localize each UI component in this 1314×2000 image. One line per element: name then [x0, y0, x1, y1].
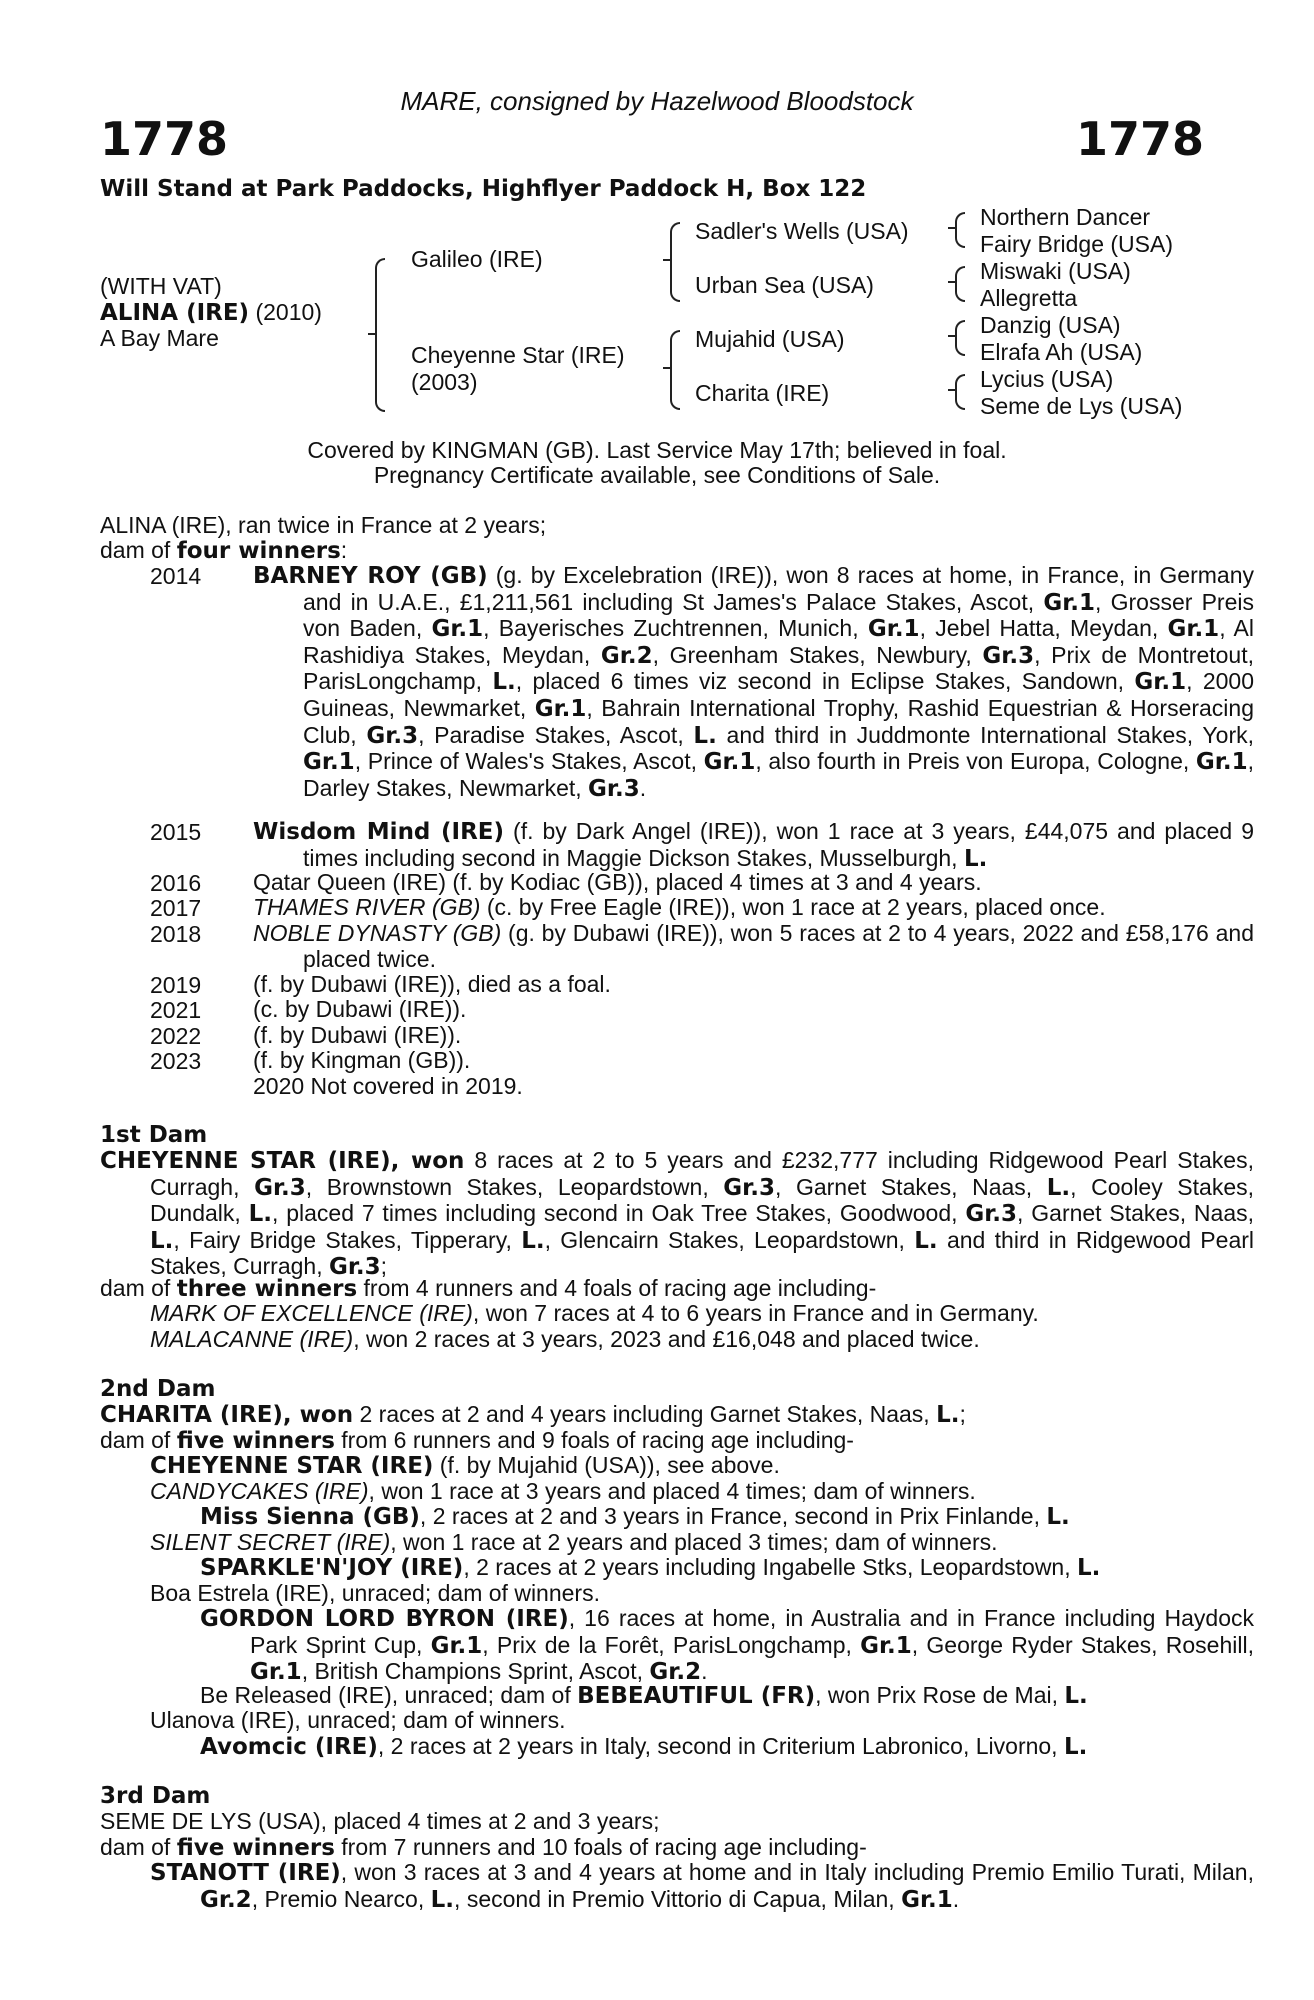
horse-year: (2010) [255, 299, 322, 325]
produce-entry-2015: Wisdom Mind (IRE) (f. by Dark Angel (IRE)), won 1 race at 3 years, £44,075 and placed 9 times including second in Maggie Dickson Stakes, Musselburgh, L. [253, 818, 1254, 872]
pedigree-dds: Lycius (USA) [980, 366, 1114, 392]
pedigree-dss: Danzig (USA) [980, 312, 1121, 338]
second-dam-produce-a: CHEYENNE STAR (IRE) (f. by Mujahid (USA)), see above. [150, 1452, 780, 1479]
pedigree-sire: Galileo (IRE) [411, 246, 543, 272]
produce-entry-2014: BARNEY ROY (GB) (g. by Excelebration (IRE)), won 8 races at home, in France, in Germany and in U.A.E., £1,211,561 including St James's Palace Stakes, Ascot, Gr.1, Grosser Preis von Baden, Gr.1, Bayerisches Zuchtrennen, Munich, Gr.1, Jebel Hatta, Meydan, Gr.1, Al Rashidiya Stakes, Meydan, Gr.2, Greenham Stakes, Newbury, Gr.3, Prix de Montretout, ParisLongchamp, L., placed 6 times viz second in Eclipse Stakes, Sandown, Gr.1, 2000 Guineas, Newmarket, Gr.1, Bahrain International Trophy, Rashid Equestrian & Horseracing Club, Gr.3, Paradise Stakes, Ascot, L. and third in Juddmonte International Stakes, York, Gr.1, Prince of Wales's Stakes, Ascot, Gr.1, also fourth in Preis von Europa, Cologne, Gr.1, Darley Stakes, Newmarket, Gr.3. [253, 562, 1255, 802]
produce-dam-of: dam of four winners: [100, 537, 348, 564]
second-dam-grandproduce-c1: SPARKLE'N'JOY (IRE), 2 races at 2 years including Ingabelle Stks, Leopardstown, L. [200, 1554, 1101, 1581]
pedigree-sdd: Allegretta [980, 285, 1078, 311]
covering-line-2: Pregnancy Certificate available, see Conditions of Sale. [373, 462, 941, 488]
second-dam-grandproduce-e: Be Released (IRE), unraced; dam of BEBEAUTIFUL (FR), won Prix Rose de Mai, L. [200, 1682, 1088, 1709]
second-dam-heading: 2nd Dam [100, 1376, 216, 1402]
pedigree-brace-dam [670, 330, 680, 410]
produce-year: 2023 [150, 1048, 202, 1074]
first-dam-produce-intro: dam of three winners from 4 runners and 4 foals of racing age including- [100, 1275, 877, 1302]
produce-year: 2019 [150, 972, 202, 998]
first-dam-record: CHEYENNE STAR (IRE), won 8 races at 2 to 5 years and £232,777 including Ridgewood Pearl Stakes, Curragh, Gr.3, Brownstown Stakes, Leopardstown, Gr.3, Garnet Stakes, Naas, L., Cooley Stakes, Dundalk, L., placed 7 times including second in Oak Tree Stakes, Goodwood, Gr.3, Garnet Stakes, Naas, L., Fairy Bridge Stakes, Tipperary, L., Glencairn Stakes, Leopardstown, L. and third in Ridgewood Pearl Stakes, Curragh, Gr.3; [100, 1147, 1255, 1281]
stand-location: Will Stand at Park Paddocks, Highflyer Paddock H, Box 122 [100, 176, 867, 202]
produce-year: 2015 [150, 819, 202, 845]
produce-year: 2021 [150, 997, 202, 1023]
pedigree-ssd: Fairy Bridge (USA) [980, 231, 1173, 257]
pedigree-brace-main [375, 258, 385, 412]
pedigree-dam: Cheyenne Star (IRE) [411, 342, 625, 368]
second-dam-record: CHARITA (IRE), won 2 races at 2 and 4 years including Garnet Stakes, Naas, L.; [100, 1401, 966, 1428]
produce-year: 2014 [150, 563, 202, 589]
produce-year: 2017 [150, 895, 202, 921]
produce-entry-2022: (f. by Dubawi (IRE)). [253, 1022, 462, 1048]
third-dam-heading: 3rd Dam [100, 1783, 211, 1809]
lot-number-left: 1778 [100, 112, 229, 166]
pedigree-brace-sire [670, 222, 680, 302]
pedigree-dam-year: (2003) [411, 369, 478, 395]
pedigree-dd: Charita (IRE) [695, 380, 830, 406]
consignor-line: MARE, consigned by Hazelwood Bloodstock [400, 86, 914, 116]
second-dam-grandproduce-b1: Miss Sienna (GB), 2 races at 2 and 3 years in France, second in Prix Finlande, L. [200, 1503, 1070, 1530]
pedigree-sss: Northern Dancer [980, 204, 1151, 230]
first-dam-produce-2: MALACANNE (IRE), won 2 races at 3 years, 2023 and £16,048 and placed twice. [150, 1326, 980, 1352]
pedigree-ss: Sadler's Wells (USA) [695, 218, 909, 244]
produce-entry-2023: (f. by Kingman (GB)). [253, 1047, 471, 1073]
first-dam-produce-1: MARK OF EXCELLENCE (IRE), won 7 races at 4 to 6 years in France and in Germany. [150, 1300, 1039, 1326]
second-dam-produce-b: CANDYCAKES (IRE), won 1 race at 3 years and placed 4 times; dam of winners. [150, 1478, 976, 1504]
vat-note: (WITH VAT) [100, 273, 222, 299]
pedigree-sd: Urban Sea (USA) [695, 272, 874, 298]
produce-year: 2018 [150, 921, 202, 947]
produce-entry-2018: NOBLE DYNASTY (GB) (g. by Dubawi (IRE)), won 5 races at 2 to 4 years, 2022 and £58,176 and placed twice. [253, 920, 1254, 972]
pedigree-ds: Mujahid (USA) [695, 326, 845, 352]
third-dam-record: SEME DE LYS (USA), placed 4 times at 2 and 3 years; [100, 1808, 660, 1834]
first-dam-heading: 1st Dam [100, 1122, 208, 1148]
second-dam-produce-intro: dam of five winners from 6 runners and 9 foals of racing age including- [100, 1427, 854, 1454]
third-dam-produce-intro: dam of five winners from 7 runners and 10 foals of racing age including- [100, 1834, 867, 1861]
produce-intro: ALINA (IRE), ran twice in France at 2 years; [100, 512, 547, 538]
second-dam-produce-d: Boa Estrela (IRE), unraced; dam of winners. [150, 1580, 600, 1606]
second-dam-produce-c: SILENT SECRET (IRE), won 1 race at 2 years and placed 3 times; dam of winners. [150, 1529, 998, 1555]
produce-entry-2021: (c. by Dubawi (IRE)). [253, 996, 467, 1022]
horse-name: ALINA (IRE) [100, 300, 250, 326]
horse-description: A Bay Mare [100, 325, 219, 351]
pedigree-sds: Miswaki (USA) [980, 258, 1131, 284]
produce-year: 2016 [150, 870, 202, 896]
second-dam-grandproduce-f1: Avomcic (IRE), 2 races at 2 years in Italy, second in Criterium Labronico, Livorno, L. [200, 1733, 1088, 1760]
covering-line-1: Covered by KINGMAN (GB). Last Service May 17th; believed in foal. [307, 437, 1007, 463]
second-dam-produce-f: Ulanova (IRE), unraced; dam of winners. [150, 1707, 566, 1733]
produce-year: 2022 [150, 1023, 202, 1049]
second-dam-grandproduce-d1: GORDON LORD BYRON (IRE), 16 races at home, in Australia and in France including Haydock Park Sprint Cup, Gr.1, Prix de la Forêt, ParisLongchamp, Gr.1, George Ryder Stakes, Rosehill, Gr.1, British Champions Sprint, Ascot, Gr.2. [200, 1605, 1254, 1686]
lot-number-right: 1778 [1075, 112, 1204, 166]
pedigree-dsd: Elrafa Ah (USA) [980, 339, 1143, 365]
produce-entry-2017: THAMES RIVER (GB) (c. by Free Eagle (IRE)), won 1 race at 2 years, placed once. [253, 894, 1106, 920]
produce-entry-2019: (f. by Dubawi (IRE)), died as a foal. [253, 971, 611, 997]
produce-entry-2016: Qatar Queen (IRE) (f. by Kodiac (GB)), placed 4 times at 3 and 4 years. [253, 869, 982, 895]
third-dam-produce-a: STANOTT (IRE), won 3 races at 3 and 4 years at home and in Italy including Premio Emilio Turati, Milan, Gr.2, Premio Nearco, L., second in Premio Vittorio di Capua, Milan, Gr.1. [150, 1859, 1254, 1913]
pedigree-ddd: Seme de Lys (USA) [980, 393, 1183, 419]
horse-title [100, 300, 322, 327]
produce-note-2020: 2020 Not covered in 2019. [253, 1073, 523, 1099]
